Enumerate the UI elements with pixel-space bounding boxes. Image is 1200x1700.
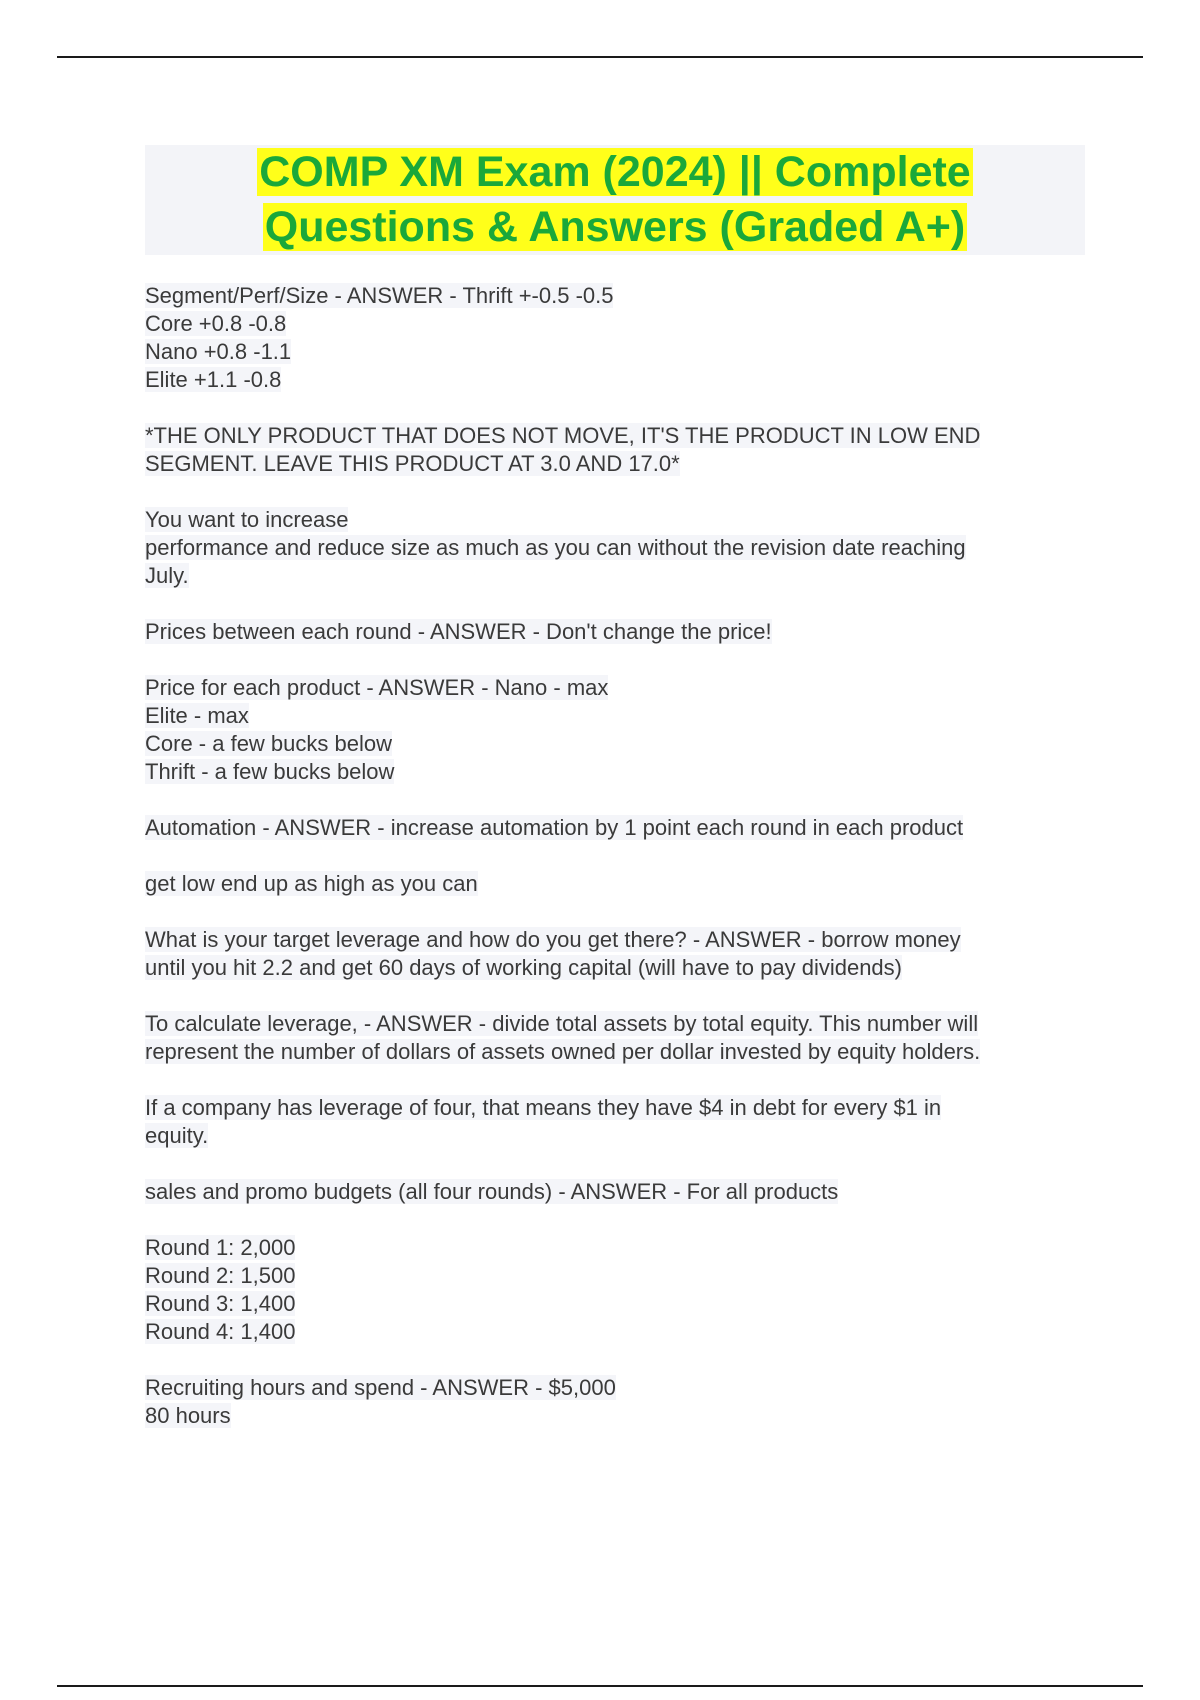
text-line: Automation - ANSWER - increase automation by 1 point each round in each product (145, 815, 964, 840)
text-line: To calculate leverage, - ANSWER - divide total assets by total equity. This number will (145, 1011, 979, 1036)
text-line: Elite +1.1 -0.8 (145, 367, 282, 392)
title-line-1: COMP XM Exam (2024) || Complete (259, 148, 971, 196)
document-body (145, 282, 1085, 1458)
qa-paragraph (145, 282, 1085, 394)
text-line: SEGMENT. LEAVE THIS PRODUCT AT 3.0 AND 17.0* (145, 451, 680, 476)
text-line: Recruiting hours and spend - ANSWER - $5,000 (145, 1375, 616, 1400)
top-rule (57, 56, 1143, 58)
qa-paragraph (145, 674, 1085, 786)
text-line: 80 hours (145, 1403, 231, 1428)
text-line: performance and reduce size as much as you can without the revision date reaching (145, 535, 966, 560)
text-line: Thrift - a few bucks below (145, 759, 395, 784)
text-line: Elite - max (145, 703, 249, 728)
text-line: Price for each product - ANSWER - Nano - max (145, 675, 609, 700)
qa-paragraph (145, 814, 1085, 842)
text-line: Prices between each round - ANSWER - Don't change the price! (145, 619, 772, 644)
title-line-2: Questions & Answers (Graded A+) (264, 203, 966, 251)
text-line: What is your target leverage and how do you get there? - ANSWER - borrow money (145, 927, 961, 952)
bottom-rule (57, 1685, 1143, 1687)
qa-paragraph (145, 926, 1085, 982)
text-line: Nano +0.8 -1.1 (145, 339, 292, 364)
qa-paragraph (145, 870, 1085, 898)
qa-paragraph (145, 1094, 1085, 1150)
qa-paragraph (145, 422, 1085, 478)
text-line: *THE ONLY PRODUCT THAT DOES NOT MOVE, IT'S THE PRODUCT IN LOW END (145, 423, 981, 448)
text-line: Round 2: 1,500 (145, 1263, 296, 1288)
qa-paragraph (145, 618, 1085, 646)
text-line: equity. (145, 1123, 209, 1148)
text-line: Round 3: 1,400 (145, 1291, 296, 1316)
qa-paragraph (145, 506, 1085, 590)
text-line: represent the number of dollars of assets owned per dollar invested by equity holders. (145, 1039, 981, 1064)
text-line: get low end up as high as you can (145, 871, 478, 896)
text-line: until you hit 2.2 and get 60 days of working capital (will have to pay dividends) (145, 955, 902, 980)
text-line: July. (145, 563, 189, 588)
qa-paragraph (145, 1178, 1085, 1206)
text-line: sales and promo budgets (all four rounds) - ANSWER - For all products (145, 1179, 839, 1204)
document-title (145, 145, 1085, 255)
qa-paragraph (145, 1374, 1085, 1430)
qa-paragraph (145, 1234, 1085, 1346)
text-line: Segment/Perf/Size - ANSWER - Thrift +-0.5 -0.5 (145, 283, 614, 308)
text-line: Core +0.8 -0.8 (145, 311, 287, 336)
qa-paragraph (145, 1010, 1085, 1066)
text-line: Round 1: 2,000 (145, 1235, 296, 1260)
text-line: You want to increase (145, 507, 349, 532)
text-line: If a company has leverage of four, that means they have $4 in debt for every $1 in (145, 1095, 942, 1120)
text-line: Round 4: 1,400 (145, 1319, 296, 1344)
text-line: Core - a few bucks below (145, 731, 392, 756)
